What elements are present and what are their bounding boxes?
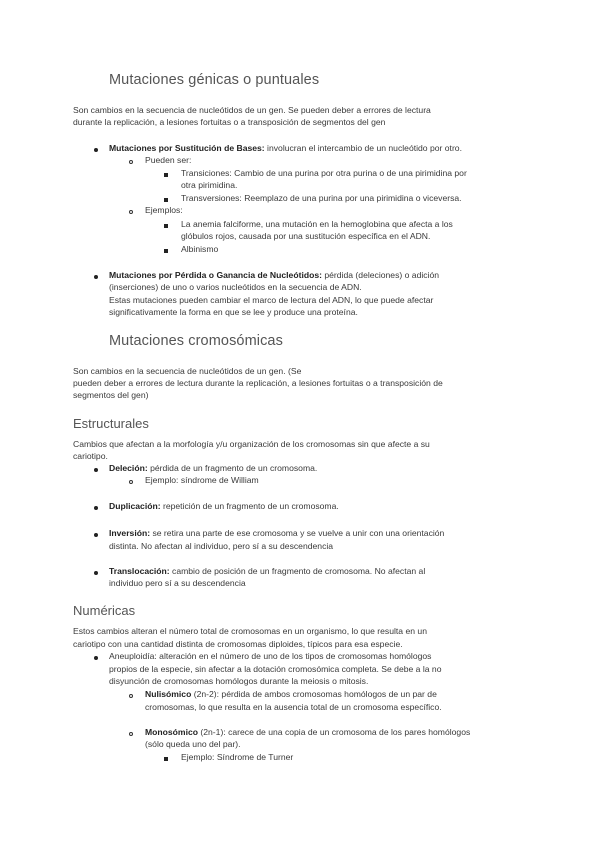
delecion-ejemplo: Ejemplo: síndrome de William	[145, 475, 259, 485]
bullet-square	[164, 173, 168, 177]
nulisomico-item	[145, 688, 437, 701]
perdida-line2: Estas mutaciones pueden cambiar el marco de lectura del ADN, lo que puede afectar	[109, 295, 434, 305]
bullet-dot	[94, 148, 98, 152]
delecion-item	[109, 462, 317, 475]
anemia-line1: La anemia falciforme, una mutación en la hemoglobina que afecta a los	[181, 219, 453, 229]
bullet-dot	[94, 275, 98, 279]
perdida-title: Mutaciones por Pérdida o Ganancia de Nucleótidos:	[109, 270, 322, 280]
bullet-circle	[129, 480, 133, 484]
bullet-circle	[129, 210, 133, 214]
perdida-line1: (inserciones) de uno o varios nucleótidos en la secuencia de ADN.	[109, 282, 362, 292]
bullet-dot	[94, 506, 98, 510]
inversion-line2: distinta. No afectan al individuo, pero sí a su descendencia	[109, 541, 334, 551]
transiciones-line1: Transiciones: Cambio de una purina por otra purina o de una pirimidina por	[181, 168, 467, 178]
sustitucion-text: involucran el intercambio de un nucleótido por otro.	[264, 143, 462, 153]
monosomico-text: (2n-1): carece de una copia de un cromosoma de los pares homólogos	[198, 727, 471, 737]
estructurales-intro-line1: Cambios que afectan a la morfología y/u organización de los cromosomas sin que afecte a su	[73, 439, 430, 449]
heading-numericas: Numéricas	[73, 603, 136, 618]
intro2-line3: segmentos del gen)	[73, 390, 149, 400]
perdida-line3: significativamente la forma en que se lee y produce una proteína.	[109, 307, 358, 317]
sustitucion-item	[109, 142, 462, 155]
aneuploidia-line1: Aneuploidía: alteración en el número de uno de los tipos de cromosomas homólogos	[109, 651, 432, 661]
translocacion-title: Translocación:	[109, 566, 170, 576]
inversion-title: Inversión:	[109, 528, 151, 538]
numericas-intro-line2: cariotipo con una cantidad distinta de cromosomas diploides, típicos para esa especie.	[73, 639, 403, 649]
pueden-ser: Pueden ser:	[145, 155, 192, 165]
heading-mutaciones-genicas: Mutaciones génicas o puntuales	[109, 72, 320, 88]
nulisomico-title: Nulisómico	[145, 689, 192, 699]
duplicacion-text: repetición de un fragmento de un cromosoma.	[160, 501, 339, 511]
delecion-title: Deleción:	[109, 463, 148, 473]
estructurales-intro-line2: cariotipo.	[73, 451, 108, 461]
delecion-text: pérdida de un fragmento de un cromosoma.	[147, 463, 318, 473]
monosomico-title: Monosómico	[145, 727, 198, 737]
inversion-item	[109, 527, 444, 540]
bullet-circle	[129, 694, 133, 698]
numericas-intro-line1: Estos cambios alteran el número total de cromosomas en un organismo, lo que resulta en un	[73, 626, 427, 636]
ejemplos: Ejemplos:	[145, 205, 183, 215]
intro1-line2: durante la replicación, a lesiones fortuitas o a transposición de segmentos del gen	[73, 117, 386, 127]
anemia-line2: glóbulos rojos, causada por una sustitución específica en el ADN.	[181, 231, 431, 241]
inversion-text: se retira una parte de ese cromosoma y se vuelve a unir con una orientación	[150, 528, 445, 538]
bullet-circle	[129, 732, 133, 736]
albinismo: Albinismo	[181, 244, 219, 254]
translocacion-text: cambio de posición de un fragmento de cromosoma. No afectan al	[169, 566, 426, 576]
duplicacion-title: Duplicación:	[109, 501, 161, 511]
bullet-dot	[94, 533, 98, 537]
transversiones: Transversiones: Reemplazo de una purina por una pirimidina o viceversa.	[181, 193, 462, 203]
perdida-text: pérdida (deleciones) o adición	[321, 270, 440, 280]
bullet-dot	[94, 571, 98, 575]
intro2-line1: Son cambios en la secuencia de nucleótidos de un gen. (Se	[73, 366, 302, 376]
monosomico-line2: (sólo queda uno del par).	[145, 739, 241, 749]
bullet-square	[164, 757, 168, 761]
nulisomico-line2: cromosomas, lo que resulta en la ausencia total de un cromosoma específico.	[145, 702, 442, 712]
bullet-square	[164, 249, 168, 253]
transiciones-line2: otra pirimidina.	[181, 180, 238, 190]
bullet-square	[164, 224, 168, 228]
aneuploidia-line3: disyunción de cromosomas homólogos durante la meiosis o mitosis.	[109, 676, 369, 686]
monosomico-item	[145, 726, 470, 739]
translocacion-item	[109, 565, 425, 578]
bullet-circle	[129, 160, 133, 164]
intro1-line1: Son cambios en la secuencia de nucleótidos de un gen. Se pueden deber a errores de lectura	[73, 105, 431, 115]
monosomico-ejemplo: Ejemplo: Síndrome de Turner	[181, 752, 294, 762]
aneuploidia-line2: propios de la especie, sin afectar a la dotación cromosómica completa. Se debe a la no	[109, 664, 442, 674]
nulisomico-text: (2n-2): pérdida de ambos cromosomas homólogos de un par de	[191, 689, 437, 699]
heading-mutaciones-cromosomicas: Mutaciones cromosómicas	[109, 333, 283, 349]
bullet-square	[164, 198, 168, 202]
translocacion-line2: individuo pero sí a su descendencia	[109, 578, 246, 588]
sustitucion-title: Mutaciones por Sustitución de Bases:	[109, 143, 265, 153]
duplicacion-item	[109, 500, 339, 513]
intro2-line2: pueden deber a errores de lectura durante la replicación, a lesiones fortuitas o a transposición de	[73, 378, 443, 388]
heading-estructurales: Estructurales	[73, 416, 149, 431]
perdida-item	[109, 269, 439, 282]
bullet-dot	[94, 656, 98, 660]
bullet-dot	[94, 468, 98, 472]
